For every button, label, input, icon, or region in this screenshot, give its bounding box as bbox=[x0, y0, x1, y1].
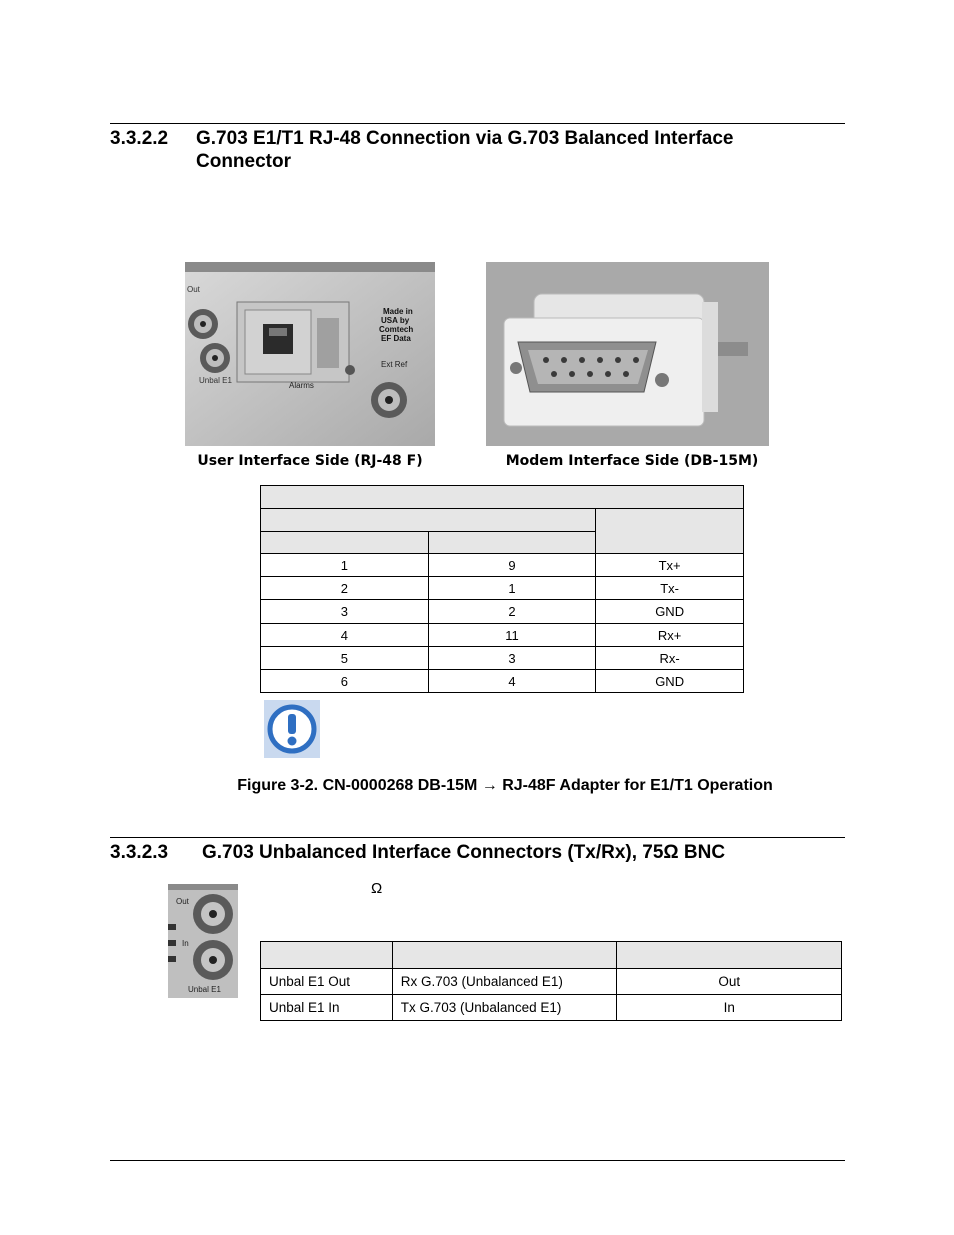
section-number: 3.3.2.3 bbox=[110, 842, 169, 863]
label-unbal-e1: Unbal E1 bbox=[199, 376, 232, 385]
table-row bbox=[261, 554, 744, 577]
section-title-line-2: Connector bbox=[196, 151, 291, 172]
section-top-rule bbox=[110, 123, 845, 124]
signal-name: Tx- bbox=[596, 577, 744, 600]
omega-symbol: Ω bbox=[371, 880, 383, 897]
table-row bbox=[261, 624, 744, 647]
table-row bbox=[261, 647, 744, 670]
rj48-pin: 4 bbox=[261, 624, 429, 647]
footer-rule bbox=[110, 1160, 845, 1161]
table-header-cell bbox=[261, 942, 393, 969]
rj48-pin: 3 bbox=[261, 600, 429, 624]
section-heading-3-3-2-2 bbox=[110, 127, 850, 175]
user-interface-side-photo bbox=[185, 262, 435, 446]
table-header-cell bbox=[617, 942, 842, 969]
table-header-cell bbox=[261, 532, 429, 554]
db15-pin: 9 bbox=[428, 554, 596, 577]
pin-map-table bbox=[260, 485, 744, 693]
table-row bbox=[261, 670, 744, 693]
figure-caption: Figure 3-2. CN-0000268 DB-15M → RJ-48F Adapter for E1/T1 Operation bbox=[237, 777, 773, 794]
label-out: Out bbox=[187, 285, 200, 294]
connector-description: Tx G.703 (Unbalanced E1) bbox=[392, 995, 617, 1021]
connector-name: Unbal E1 In bbox=[261, 995, 393, 1021]
section-top-rule bbox=[110, 837, 845, 838]
db15-pin: 4 bbox=[428, 670, 596, 693]
label-made-in-3: Comtech bbox=[379, 325, 414, 334]
db15-pin: 11 bbox=[428, 624, 596, 647]
bnc-connector-table bbox=[260, 941, 842, 1021]
signal-name: GND bbox=[596, 670, 744, 693]
table-header-cell bbox=[596, 509, 744, 554]
table-row bbox=[261, 995, 842, 1021]
warning-exclamation-icon bbox=[264, 700, 320, 758]
signal-name: Rx+ bbox=[596, 624, 744, 647]
section-title: G.703 Unbalanced Interface Connectors (Tx/Rx), 75Ω BNC bbox=[202, 842, 726, 863]
db15-pin: 3 bbox=[428, 647, 596, 670]
table-header-cell bbox=[261, 509, 596, 532]
rj48-pin: 6 bbox=[261, 670, 429, 693]
user-interface-side-caption: User Interface Side (RJ-48 F) bbox=[197, 453, 423, 469]
signal-name: GND bbox=[596, 600, 744, 624]
table-header-cell bbox=[392, 942, 617, 969]
signal-name: Tx+ bbox=[596, 554, 744, 577]
table-header-cell bbox=[428, 532, 596, 554]
bnc-connector-photo bbox=[168, 884, 238, 998]
bnc-label-in: In bbox=[182, 939, 189, 948]
db15-pin: 2 bbox=[428, 600, 596, 624]
bnc-label-out: Out bbox=[176, 897, 189, 906]
label-made-in-4: EF Data bbox=[381, 334, 411, 343]
modem-interface-side-photo bbox=[486, 262, 769, 446]
connector-direction: Out bbox=[617, 969, 842, 995]
table-row bbox=[261, 600, 744, 624]
rj48-pin: 5 bbox=[261, 647, 429, 670]
table-row bbox=[261, 969, 842, 995]
label-ext-ref: Ext Ref bbox=[381, 360, 408, 369]
modem-interface-side-caption: Modem Interface Side (DB-15M) bbox=[505, 453, 759, 469]
rj48-pin: 1 bbox=[261, 554, 429, 577]
section-title-line-1: G.703 E1/T1 RJ-48 Connection via G.703 Balanced Interface bbox=[196, 128, 734, 149]
rj48-pin: 2 bbox=[261, 577, 429, 600]
table-title-cell bbox=[261, 486, 744, 509]
bnc-label-unbal-e1: Unbal E1 bbox=[188, 985, 221, 994]
connector-name: Unbal E1 Out bbox=[261, 969, 393, 995]
connector-direction: In bbox=[617, 995, 842, 1021]
label-made-in-2: USA by bbox=[381, 316, 410, 325]
signal-name: Rx- bbox=[596, 647, 744, 670]
label-alarms: Alarms bbox=[289, 381, 314, 390]
db15-pin: 1 bbox=[428, 577, 596, 600]
label-made-in-1: Made in bbox=[383, 307, 413, 316]
section-number: 3.3.2.2 bbox=[110, 128, 169, 149]
table-row bbox=[261, 577, 744, 600]
connector-description: Rx G.703 (Unbalanced E1) bbox=[392, 969, 617, 995]
section-heading-3-3-2-3 bbox=[110, 841, 850, 865]
